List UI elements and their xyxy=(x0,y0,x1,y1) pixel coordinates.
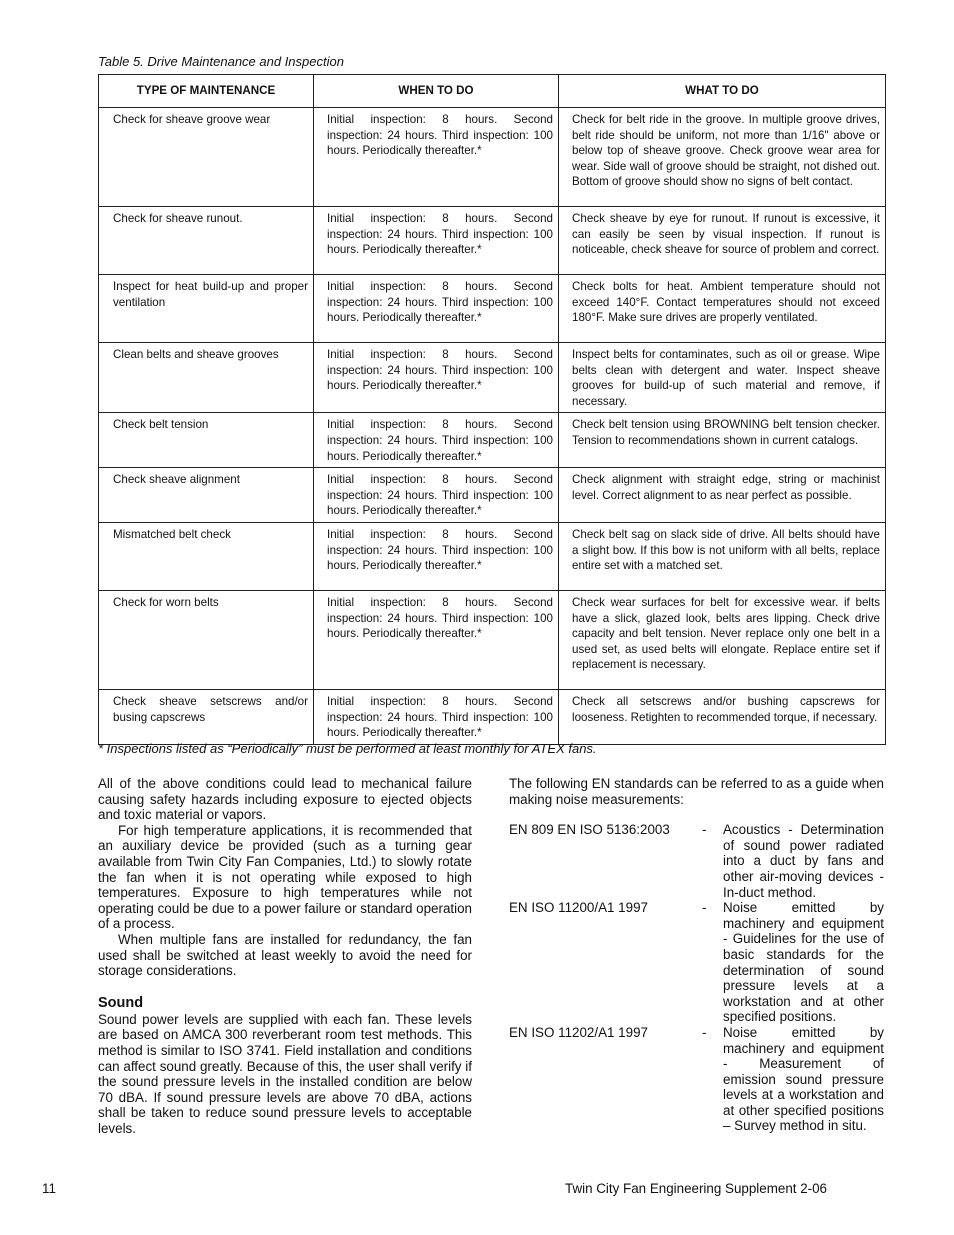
table-row xyxy=(99,468,886,523)
cell-what: Check alignment with straight edge, string or machinist level. Correct alignment to as near perfect as possible. xyxy=(559,468,886,523)
standard-code: EN ISO 11202/A1 1997 xyxy=(509,1024,648,1040)
cell-when: Initial inspection: 8 hours. Second inspection: 24 hours. Third inspection: 100 hours. Periodically thereafter.* xyxy=(314,689,559,744)
cell-what: Check belt sag on slack side of drive. All belts should have a slight bow. If this bow is not uniform with all belts, replace entire set with a matched set. xyxy=(559,522,886,590)
table-row xyxy=(99,590,886,689)
cell-when: Initial inspection: 8 hours. Second inspection: 24 hours. Third inspection: 100 hours. Periodically thereafter.* xyxy=(314,108,559,207)
standard-code: EN ISO 11200/A1 1997 xyxy=(509,900,648,916)
table-row xyxy=(99,689,886,744)
section-heading-sound: Sound xyxy=(98,994,144,1011)
table-header-row xyxy=(99,75,886,108)
header-type: TYPE OF MAINTENANCE xyxy=(99,75,314,108)
standard-description: Acoustics - Determination of sound power radiated into a duct by fans and other air-moving devices - In-duct method. xyxy=(723,822,884,900)
paragraph: When multiple fans are installed for redundancy, the fan used shall be switched at least weekly to avoid the need for storage considerations. xyxy=(98,931,472,979)
table-row xyxy=(99,343,886,413)
cell-type: Mismatched belt check xyxy=(99,522,314,590)
standard-dash: - xyxy=(702,1024,707,1040)
standard-dash: - xyxy=(702,822,707,838)
cell-when: Initial inspection: 8 hours. Second inspection: 24 hours. Third inspection: 100 hours. Periodically thereafter.* xyxy=(314,275,559,343)
table-row xyxy=(99,108,886,207)
cell-when: Initial inspection: 8 hours. Second inspection: 24 hours. Third inspection: 100 hours. Periodically thereafter.* xyxy=(314,413,559,468)
table-footnote: * Inspections listed as “Periodically” must be performed at least monthly for ATEX fans. xyxy=(98,741,597,756)
cell-when: Initial inspection: 8 hours. Second inspection: 24 hours. Third inspection: 100 hours. Periodically thereafter.* xyxy=(314,343,559,413)
standard-description: Noise emitted by machinery and equipment - Guidelines for the use of basic standards for the determination of sound pressure levels at a workstation and at other specified positions. xyxy=(723,900,884,1025)
cell-type: Check for sheave groove wear xyxy=(99,108,314,207)
cell-when: Initial inspection: 8 hours. Second inspection: 24 hours. Third inspection: 100 hours. Periodically thereafter.* xyxy=(314,207,559,275)
paragraph: The following EN standards can be referred to as a guide when making noise measurements: xyxy=(509,776,884,807)
table-row xyxy=(99,522,886,590)
cell-what: Check sheave by eye for runout. If runout is excessive, it can easily be seen by visual inspection. If runout is noticeable, check sheave for source of problem and correct. xyxy=(559,207,886,275)
right-column xyxy=(509,776,884,1134)
cell-what: Check all setscrews and/or bushing capscrews for looseness. Retighten to recommended torque, if necessary. xyxy=(559,689,886,744)
standard-entry xyxy=(509,900,884,1025)
cell-what: Check wear surfaces for belt for excessive wear. if belts have a slick, glazed look, belts ares lipping. Check drive capacity and belt tension. Never replace only one belt in a used set, as used belts will elongate. Replace entire set if replacement is necessary. xyxy=(559,590,886,689)
paragraph: For high temperature applications, it is recommended that an auxiliary device be provided (such as a turning gear available from Twin City Fan Companies, Ltd.) to slowly rotate the fan when it is not operating while exposed to high temperatures. Exposure to high temperatures while not operating could be due to a power failure or standard operation of a process. xyxy=(98,822,472,932)
left-column xyxy=(98,776,472,1136)
table-row xyxy=(99,413,886,468)
standard-code: EN 809 EN ISO 5136:2003 xyxy=(509,822,670,838)
cell-type: Clean belts and sheave grooves xyxy=(99,343,314,413)
cell-what: Check belt tension using BROWNING belt tension checker. Tension to recommendations shown in current catalogs. xyxy=(559,413,886,468)
cell-when: Initial inspection: 8 hours. Second inspection: 24 hours. Third inspection: 100 hours. Periodically thereafter.* xyxy=(314,468,559,523)
cell-when: Initial inspection: 8 hours. Second inspection: 24 hours. Third inspection: 100 hours. Periodically thereafter.* xyxy=(314,522,559,590)
table-row xyxy=(99,207,886,275)
header-when: WHEN TO DO xyxy=(314,75,559,108)
cell-type: Check for sheave runout. xyxy=(99,207,314,275)
cell-type: Check belt tension xyxy=(99,413,314,468)
standard-description: Noise emitted by machinery and equipment - Measurement of emission sound pressure levels at a workstation and at other specified positions – Survey method in situ. xyxy=(723,1024,884,1134)
cell-type: Check sheave alignment xyxy=(99,468,314,523)
cell-type: Check sheave setscrews and/or busing capscrews xyxy=(99,689,314,744)
standard-entry xyxy=(509,1025,884,1134)
cell-what: Inspect belts for contaminates, such as oil or grease. Wipe belts clean with detergent and water. Inspect sheave grooves for build-up of such material and remove, if necessary. xyxy=(559,343,886,413)
paragraph: All of the above conditions could lead to mechanical failure causing safety hazards including exposure to ejected objects and toxic material or vapors. xyxy=(98,776,472,823)
standard-dash: - xyxy=(702,900,707,916)
standard-entry xyxy=(509,822,884,900)
table-row xyxy=(99,275,886,343)
paragraph: Sound power levels are supplied with each fan. These levels are based on AMCA 300 reverberant room test methods. This method is similar to ISO 3741. Field installation and conditions can affect sound greatly. Because of this, the user shall verify if the sound pressure levels in the installed condition are below 70 dBA. If sound pressure levels are above 70 dBA, actions shall be taken to reduce sound pressure levels to acceptable levels. xyxy=(98,1011,472,1136)
publication-footer: Twin City Fan Engineering Supplement 2-06 xyxy=(565,1181,828,1196)
maintenance-table xyxy=(98,74,886,745)
cell-type: Inspect for heat build-up and proper ventilation xyxy=(99,275,314,343)
header-what: WHAT TO DO xyxy=(559,75,886,108)
cell-when: Initial inspection: 8 hours. Second inspection: 24 hours. Third inspection: 100 hours. Periodically thereafter.* xyxy=(314,590,559,689)
page-number: 11 xyxy=(42,1181,56,1196)
table-caption: Table 5. Drive Maintenance and Inspection xyxy=(98,54,344,69)
cell-what: Check for belt ride in the groove. In multiple groove drives, belt ride should be uniform, not more than 1/16" above or below top of sheave groove. Check groove wear area for wear. Side wall of groove should be straight, not dished out. Bottom of groove should show no signs of belt contact. xyxy=(559,108,886,207)
cell-type: Check for worn belts xyxy=(99,590,314,689)
cell-what: Check bolts for heat. Ambient temperature should not exceed 140°F. Contact temperatures should not exceed 180°F. Make sure drives are properly ventilated. xyxy=(559,275,886,343)
